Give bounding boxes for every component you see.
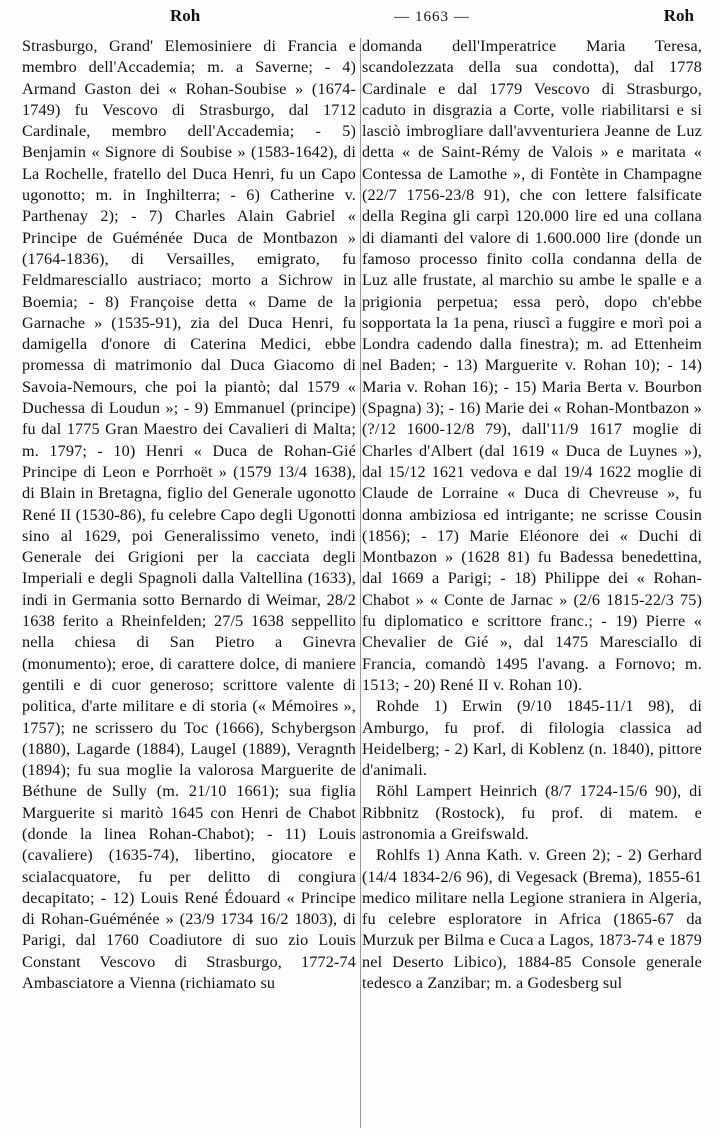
entry-rohlfs: Rohlfs 1) Anna Kath. v. Green 2); - 2) Gerhard (14/4 1834-2/6 96), di Vegesack (Brema), 1855-61 medico militare nella Legione straniera in Algeria, fu celebre esploratore in Africa (1865-67 da Murzuk per Bilma e Cuca a Lagos, 1873-74 e 1879 nel Deserto Libico), 1884-85 Console generale tedesco a Zanzibar; m. a Godesberg sul xyxy=(362,846,702,993)
two-column-body xyxy=(20,36,702,994)
right-column xyxy=(362,36,702,994)
left-column xyxy=(20,36,356,994)
entry-rohl: Röhl Lampert Heinrich (8/7 1724-15/6 90), di Ribbnitz (Rostock), fu prof. di matem. e astronomia a Greifswald. xyxy=(362,782,702,843)
right-column-paragraph-continuation: domanda dell'Imperatrice Maria Teresa, scandolezzata della sua condotta), dal 1778 Cardinale e dal 1779 Vescovo di Strasburgo, caduto in disgrazia a Corte, volle riabilitarsi e si lasciò imbrogliare dall'avventuriera Jeanne de Luz detta « de Saint-Rémy de Valois » e maritata « Contessa de Lamothe », di Fontète in Champagne (22/7 1756-23/8 91), che con lettere falsificate della Regina gli carpì 120.000 lire ed una collana di diamanti del valore di 1.600.000 lire (donde un famoso processo finito colla condanna della de Luz alle frustate, al marchio su ambe le spalle e a prigionia perpetua; essa però, dopo ch'ebbe sopportata la 1a pena, riuscì a fuggire e morì poi a Londra cadendo dalla finestra); m. ad Ettenheim nel Baden; - 13) Marguerite v. Rohan 10); - 14) Maria v. Rohan 16); - 15) Maria Berta v. Bourbon (Spagna) 3); - 16) Marie dei « Rohan-Montbazon » (?/12 1600-12/8 79), dall'11/9 1617 moglie di Charles d'Albert (dal 1619 « Duca de Luynes »), dal 15/12 1621 vedova e dal 19/4 1622 moglie di Claude de Lorraine « Duca di Chevreuse », fu donna ambiziosa ed intrigante; ne scrisse Cousin (1856); - 17) Marie Eléonore dei « Duchi di Montbazon » (1628 81) fu Badessa benedettina, dal 1669 a Parigi; - 18) Philippe dei « Rohan-Chabot » « Conte de Jarnac » (2/6 1815-22/3 75) fu diplomatico e scrittore franc.; - 19) Pierre « Chevalier de Gié », dal 1475 Maresciallo di Francia, comandò 1495 l'avang. a Fornovo; m. 1513; - 20) René II v. Rohan 10). xyxy=(362,37,702,694)
running-header xyxy=(20,6,702,32)
page-number: — 1663 — xyxy=(394,9,470,25)
header-right-keyword: Roh xyxy=(663,6,694,25)
left-column-paragraph: Strasburgo, Grand' Elemosiniere di Francia e membro dell'Accademia; m. a Saverne; - 4) Armand Gaston dei « Rohan-Soubise » (1674-1749) fu Vescovo di Strasburgo, dal 1712 Cardinale, membro dell'Accademia; - 5) Benjamin « Signore di Soubise » (1583-1642), di La Rochelle, fratello del Duca Henri, fu un Capo ugonotto; m. in Inghilterra; - 6) Catherine v. Parthenay 2); - 7) Charles Alain Gabriel « Principe de Guéménée Duca de Montbazon » (1764-1836), di Versailles, emigrato, fu Feldmaresciallo austriaco; morto a Sichrow in Boemia; - 8) Françoise detta « Dame de la Garnache » (1535-91), zia del Duca Henri, fu damigella d'onore di Caterina Medici, ebbe promessa di matrimonio dal Duca Giacomo di Savoia-Nemours, che poi la piantò; dal 1579 « Duchessa di Loudun »; - 9) Emmanuel (principe) fu dal 1775 Gran Maestro dei Cavalieri di Malta; m. 1797; - 10) Henri « Duca de Rohan-Gié Principe di Leon e Porrhoët » (1579 13/4 1638), di Blain in Bretagna, figlio del Generale ugonotto René II (1530-86), fu celebre Capo degli Ugonotti sino al 1629, poi Generalissimo veneto, indi Generale dei Grigioni per la cacciata degli Imperiali e degli Spagnoli dalla Valtellina (1633), indi in Germania sotto Bernardo di Weimar, 28/2 1638 ferito a Rheinfelden; 27/5 1638 seppellito nella chiesa di San Pietro a Ginevra (monumento); eroe, di carattere dolce, di maniere gentili e di cuor generoso; scrittore valente di politica, d'arte militare e di storia (« Mémoires », 1757); ne scrissero du Toc (1666), Schybergson (1880), Lagarde (1884), Laugel (1889), Veragnth (1894); fu sua moglie la valorosa Marguerite de Béthune de Sully (m. 21/10 1661); sua figlia Marguerite si maritò 1645 con Henri de Chabot (donde la linea Rohan-Chabot); - 11) Louis (cavaliere) (1635-74), libertino, giocatore e scialacquatore, fu per delitto di congiura decapitato; - 12) Louis René Édouard « Principe di Rohan-Guéménée » (23/9 1734 16/2 1803), di Parigi, dal 1760 Coadiutore di suo zio Louis Constant Vescovo di Strasburgo, 1772-74 Ambasciatore a Vienna (richiamato su xyxy=(22,37,356,993)
header-left-keyword: Roh xyxy=(170,6,201,25)
entry-rohde: Rohde 1) Erwin (9/10 1845-11/1 98), di Amburgo, fu prof. di filologia classica ad Heidelberg; - 2) Karl, di Koblenz (n. 1840), pittore d'animali. xyxy=(362,697,702,780)
column-divider xyxy=(360,38,361,1128)
